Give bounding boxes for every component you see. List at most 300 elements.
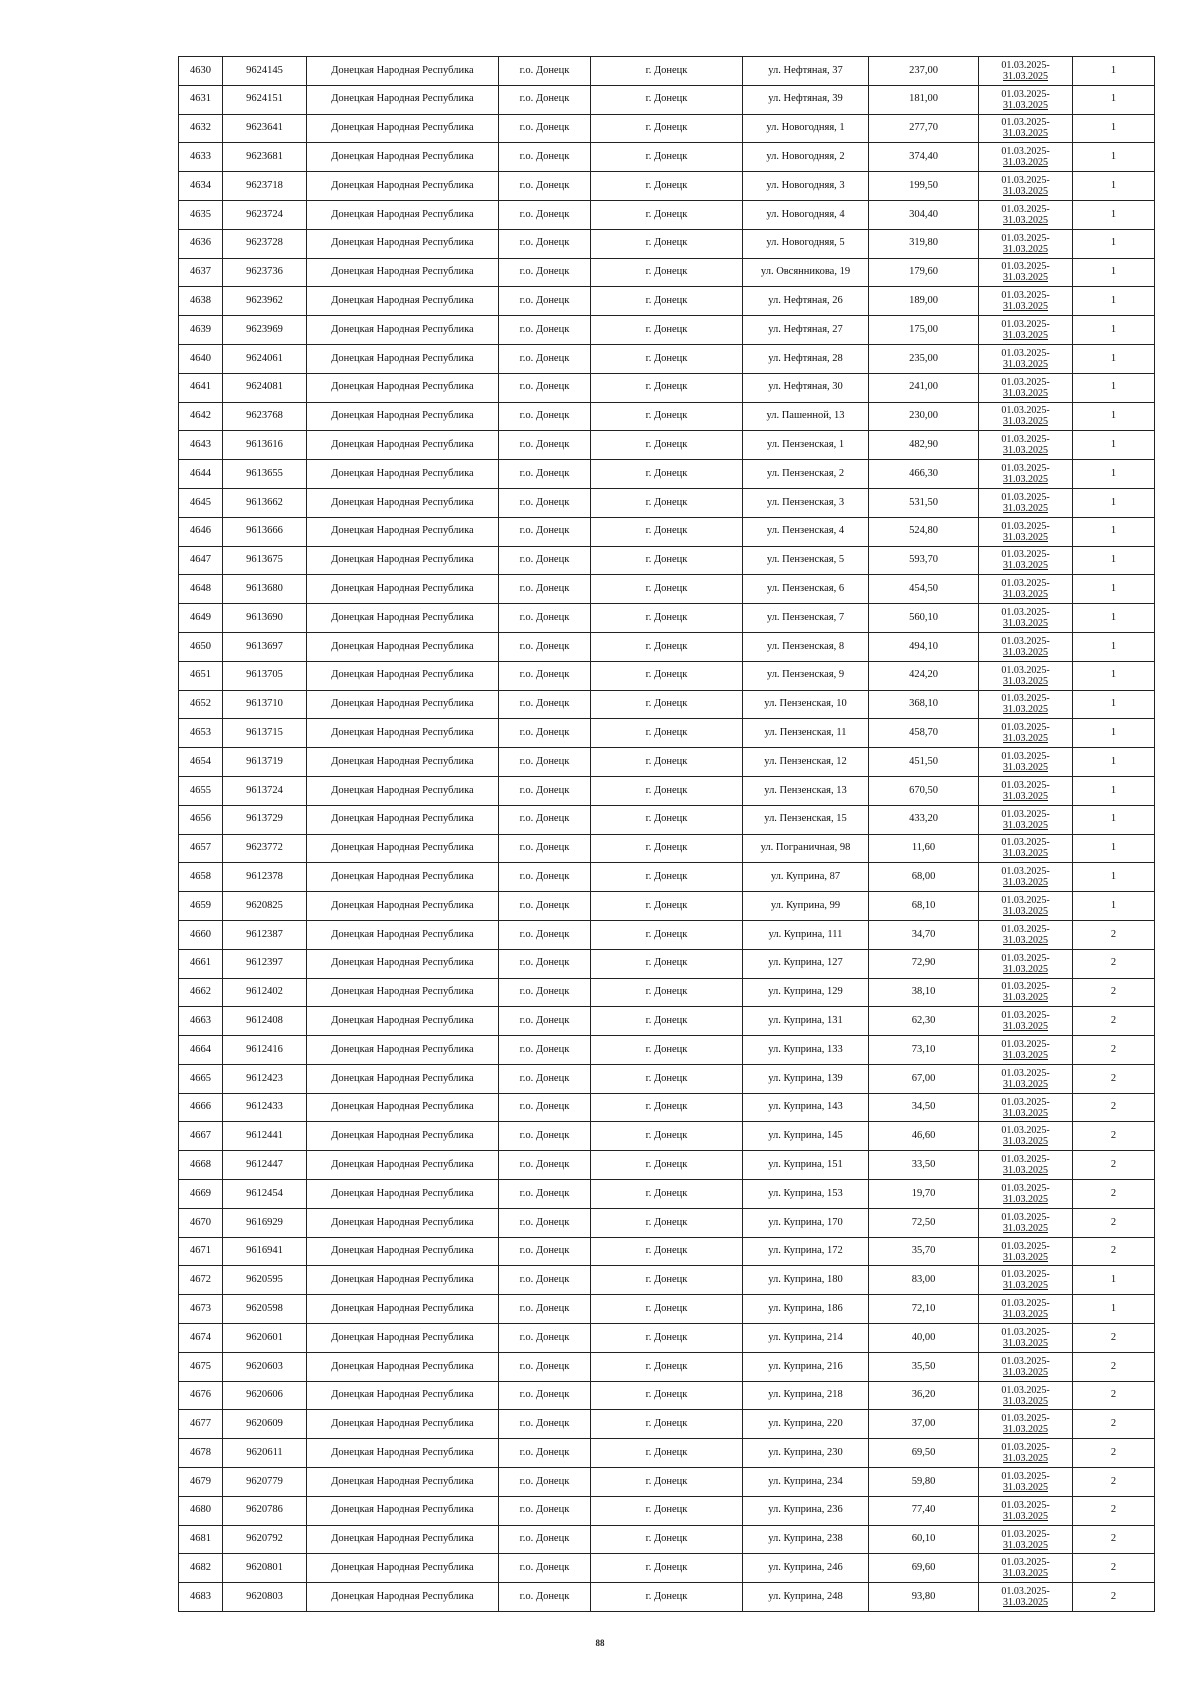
area-cell: 40,00 — [869, 1324, 979, 1353]
table-row — [179, 1410, 1155, 1439]
city-cell: г. Донецк — [591, 1064, 743, 1093]
period-end: 31.03.2025 — [1003, 1222, 1048, 1234]
period-start: 01.03.2025- — [1001, 1355, 1050, 1367]
period-cell — [979, 719, 1073, 748]
quantity-cell: 1 — [1073, 287, 1155, 316]
quantity-cell: 1 — [1073, 344, 1155, 373]
quantity-cell: 2 — [1073, 1583, 1155, 1612]
area-cell: 67,00 — [869, 1064, 979, 1093]
object-code-cell: 9623724 — [223, 200, 307, 229]
object-code-cell: 9613662 — [223, 488, 307, 517]
city-cell: г. Донецк — [591, 143, 743, 172]
table-row — [179, 632, 1155, 661]
quantity-cell: 2 — [1073, 1525, 1155, 1554]
period-cell — [979, 1496, 1073, 1525]
city-cell: г. Донецк — [591, 114, 743, 143]
period-start: 01.03.2025- — [1001, 376, 1050, 388]
period-start: 01.03.2025- — [1001, 1384, 1050, 1396]
period-start: 01.03.2025- — [1001, 779, 1050, 791]
period-cell — [979, 1439, 1073, 1468]
area-cell: 33,50 — [869, 1151, 979, 1180]
row-number-cell: 4659 — [179, 892, 223, 921]
row-number-cell: 4645 — [179, 488, 223, 517]
object-code-cell: 9612402 — [223, 978, 307, 1007]
address-cell: ул. Пензенская, 13 — [743, 776, 869, 805]
city-cell: г. Донецк — [591, 1554, 743, 1583]
region-cell: Донецкая Народная Республика — [307, 258, 499, 287]
quantity-cell: 2 — [1073, 1554, 1155, 1583]
region-cell: Донецкая Народная Республика — [307, 632, 499, 661]
object-code-cell: 9612447 — [223, 1151, 307, 1180]
district-cell: г.о. Донецк — [499, 748, 591, 777]
object-code-cell: 9612387 — [223, 920, 307, 949]
table-row — [179, 805, 1155, 834]
table-body — [179, 57, 1155, 1612]
district-cell: г.о. Донецк — [499, 114, 591, 143]
row-number-cell: 4681 — [179, 1525, 223, 1554]
period-start: 01.03.2025- — [1001, 1240, 1050, 1252]
quantity-cell: 2 — [1073, 1439, 1155, 1468]
address-cell: ул. Пензенская, 8 — [743, 632, 869, 661]
row-number-cell: 4678 — [179, 1439, 223, 1468]
period-end: 31.03.2025 — [1003, 819, 1048, 831]
city-cell: г. Донецк — [591, 805, 743, 834]
row-number-cell: 4654 — [179, 748, 223, 777]
period-start: 01.03.2025- — [1001, 491, 1050, 503]
period-end: 31.03.2025 — [1003, 387, 1048, 399]
row-number-cell: 4662 — [179, 978, 223, 1007]
period-end: 31.03.2025 — [1003, 416, 1048, 428]
table-row — [179, 344, 1155, 373]
area-cell: 62,30 — [869, 1007, 979, 1036]
table-row — [179, 1381, 1155, 1410]
district-cell: г.о. Донецк — [499, 805, 591, 834]
region-cell: Донецкая Народная Республика — [307, 1410, 499, 1439]
object-code-cell: 9613616 — [223, 431, 307, 460]
period-start: 01.03.2025- — [1001, 1326, 1050, 1338]
period-cell — [979, 1180, 1073, 1209]
period-cell — [979, 805, 1073, 834]
row-number-cell: 4642 — [179, 402, 223, 431]
period-cell — [979, 1151, 1073, 1180]
row-number-cell: 4676 — [179, 1381, 223, 1410]
period-start: 01.03.2025- — [1001, 1010, 1050, 1022]
area-cell: 451,50 — [869, 748, 979, 777]
period-cell — [979, 488, 1073, 517]
quantity-cell: 2 — [1073, 1324, 1155, 1353]
object-code-cell: 9613655 — [223, 460, 307, 489]
period-end: 31.03.2025 — [1003, 618, 1048, 630]
object-code-cell: 9613680 — [223, 575, 307, 604]
quantity-cell: 2 — [1073, 1468, 1155, 1497]
period-start: 01.03.2025- — [1001, 664, 1050, 676]
object-code-cell: 9623728 — [223, 229, 307, 258]
object-code-cell: 9612441 — [223, 1122, 307, 1151]
period-cell — [979, 604, 1073, 633]
quantity-cell: 2 — [1073, 1496, 1155, 1525]
period-cell — [979, 200, 1073, 229]
area-cell: 181,00 — [869, 85, 979, 114]
quantity-cell: 2 — [1073, 1151, 1155, 1180]
table-row — [179, 172, 1155, 201]
period-cell — [979, 834, 1073, 863]
object-code-cell: 9620779 — [223, 1468, 307, 1497]
region-cell: Донецкая Народная Республика — [307, 920, 499, 949]
district-cell: г.о. Донецк — [499, 229, 591, 258]
address-cell: ул. Пензенская, 6 — [743, 575, 869, 604]
area-cell: 69,50 — [869, 1439, 979, 1468]
period-end: 31.03.2025 — [1003, 301, 1048, 313]
city-cell: г. Донецк — [591, 949, 743, 978]
period-start: 01.03.2025- — [1001, 117, 1050, 129]
address-cell: ул. Пензенская, 15 — [743, 805, 869, 834]
region-cell: Донецкая Народная Республика — [307, 1007, 499, 1036]
row-number-cell: 4633 — [179, 143, 223, 172]
object-code-cell: 9612408 — [223, 1007, 307, 1036]
city-cell: г. Донецк — [591, 200, 743, 229]
period-start: 01.03.2025- — [1001, 175, 1050, 187]
period-end: 31.03.2025 — [1003, 531, 1048, 543]
address-cell: ул. Куприна, 111 — [743, 920, 869, 949]
district-cell: г.о. Донецк — [499, 57, 591, 86]
area-cell: 175,00 — [869, 316, 979, 345]
period-cell — [979, 1525, 1073, 1554]
period-start: 01.03.2025- — [1001, 549, 1050, 561]
region-cell: Донецкая Народная Республика — [307, 1064, 499, 1093]
period-start: 01.03.2025- — [1001, 693, 1050, 705]
quantity-cell: 2 — [1073, 1180, 1155, 1209]
row-number-cell: 4652 — [179, 690, 223, 719]
period-end: 31.03.2025 — [1003, 445, 1048, 457]
period-cell — [979, 863, 1073, 892]
region-cell: Донецкая Народная Республика — [307, 604, 499, 633]
address-cell: ул. Куприна, 87 — [743, 863, 869, 892]
table-row — [179, 604, 1155, 633]
address-cell: ул. Куприна, 170 — [743, 1208, 869, 1237]
district-cell: г.о. Донецк — [499, 776, 591, 805]
object-code-cell: 9620611 — [223, 1439, 307, 1468]
quantity-cell: 1 — [1073, 431, 1155, 460]
period-cell — [979, 1064, 1073, 1093]
region-cell: Донецкая Народная Республика — [307, 1122, 499, 1151]
district-cell: г.о. Донецк — [499, 316, 591, 345]
region-cell: Донецкая Народная Республика — [307, 344, 499, 373]
quantity-cell: 1 — [1073, 200, 1155, 229]
object-code-cell: 9623969 — [223, 316, 307, 345]
region-cell: Донецкая Народная Республика — [307, 1237, 499, 1266]
city-cell: г. Донецк — [591, 373, 743, 402]
period-cell — [979, 632, 1073, 661]
table-row — [179, 575, 1155, 604]
quantity-cell: 1 — [1073, 719, 1155, 748]
object-code-cell: 9620786 — [223, 1496, 307, 1525]
district-cell: г.о. Донецк — [499, 258, 591, 287]
table-row — [179, 1468, 1155, 1497]
row-number-cell: 4664 — [179, 1036, 223, 1065]
quantity-cell: 1 — [1073, 604, 1155, 633]
row-number-cell: 4668 — [179, 1151, 223, 1180]
table-row — [179, 229, 1155, 258]
city-cell: г. Донецк — [591, 402, 743, 431]
period-end: 31.03.2025 — [1003, 70, 1048, 82]
quantity-cell: 2 — [1073, 1007, 1155, 1036]
address-cell: ул. Куприна, 186 — [743, 1295, 869, 1324]
region-cell: Донецкая Народная Республика — [307, 1295, 499, 1324]
district-cell: г.о. Донецк — [499, 143, 591, 172]
table-row — [179, 834, 1155, 863]
city-cell: г. Донецк — [591, 776, 743, 805]
city-cell: г. Донецк — [591, 172, 743, 201]
table-row — [179, 1266, 1155, 1295]
district-cell: г.о. Донецк — [499, 1439, 591, 1468]
row-number-cell: 4661 — [179, 949, 223, 978]
table-row — [179, 1496, 1155, 1525]
quantity-cell: 2 — [1073, 1122, 1155, 1151]
address-cell: ул. Куприна, 129 — [743, 978, 869, 1007]
row-number-cell: 4653 — [179, 719, 223, 748]
quantity-cell: 1 — [1073, 517, 1155, 546]
row-number-cell: 4671 — [179, 1237, 223, 1266]
district-cell: г.о. Донецк — [499, 1208, 591, 1237]
area-cell: 368,10 — [869, 690, 979, 719]
table-row — [179, 863, 1155, 892]
object-code-cell: 9623772 — [223, 834, 307, 863]
region-cell: Донецкая Народная Республика — [307, 1381, 499, 1410]
table-row — [179, 57, 1155, 86]
period-start: 01.03.2025- — [1001, 895, 1050, 906]
quantity-cell: 1 — [1073, 143, 1155, 172]
region-cell: Донецкая Народная Республика — [307, 373, 499, 402]
period-start: 01.03.2025- — [1001, 88, 1050, 100]
object-code-cell: 9624145 — [223, 57, 307, 86]
quantity-cell: 1 — [1073, 661, 1155, 690]
period-end: 31.03.2025 — [1003, 502, 1048, 514]
object-code-cell: 9613729 — [223, 805, 307, 834]
quantity-cell: 1 — [1073, 373, 1155, 402]
object-code-cell: 9612397 — [223, 949, 307, 978]
district-cell: г.о. Донецк — [499, 1352, 591, 1381]
district-cell: г.о. Донецк — [499, 690, 591, 719]
period-end: 31.03.2025 — [1003, 1309, 1048, 1321]
period-start: 01.03.2025- — [1001, 607, 1050, 619]
area-cell: 46,60 — [869, 1122, 979, 1151]
address-cell: ул. Пензенская, 11 — [743, 719, 869, 748]
row-number-cell: 4655 — [179, 776, 223, 805]
period-start: 01.03.2025- — [1001, 1298, 1050, 1310]
area-cell: 60,10 — [869, 1525, 979, 1554]
district-cell: г.о. Донецк — [499, 1295, 591, 1324]
period-start: 01.03.2025- — [1001, 1154, 1050, 1166]
registry-table-container — [178, 56, 1154, 1612]
period-cell — [979, 1352, 1073, 1381]
period-cell — [979, 978, 1073, 1007]
city-cell: г. Донецк — [591, 1036, 743, 1065]
period-end: 31.03.2025 — [1003, 1510, 1048, 1522]
table-row — [179, 85, 1155, 114]
address-cell: ул. Куприна, 139 — [743, 1064, 869, 1093]
address-cell: ул. Куприна, 216 — [743, 1352, 869, 1381]
period-cell — [979, 373, 1073, 402]
table-row — [179, 1208, 1155, 1237]
area-cell: 199,50 — [869, 172, 979, 201]
area-cell: 560,10 — [869, 604, 979, 633]
period-end: 31.03.2025 — [1003, 330, 1048, 342]
object-code-cell: 9620609 — [223, 1410, 307, 1439]
row-number-cell: 4644 — [179, 460, 223, 489]
page-number: 88 — [595, 1638, 605, 1648]
region-cell: Донецкая Народная Республика — [307, 1324, 499, 1353]
object-code-cell: 9616929 — [223, 1208, 307, 1237]
region-cell: Донецкая Народная Республика — [307, 114, 499, 143]
object-code-cell: 9620601 — [223, 1324, 307, 1353]
quantity-cell: 1 — [1073, 258, 1155, 287]
row-number-cell: 4646 — [179, 517, 223, 546]
region-cell: Донецкая Народная Республика — [307, 1266, 499, 1295]
area-cell: 531,50 — [869, 488, 979, 517]
city-cell: г. Донецк — [591, 1496, 743, 1525]
address-cell: ул. Пограничная, 98 — [743, 834, 869, 863]
row-number-cell: 4679 — [179, 1468, 223, 1497]
region-cell: Донецкая Народная Республика — [307, 1496, 499, 1525]
period-end: 31.03.2025 — [1003, 1193, 1048, 1205]
row-number-cell: 4683 — [179, 1583, 223, 1612]
region-cell: Донецкая Народная Республика — [307, 892, 499, 921]
period-start: 01.03.2025- — [1001, 59, 1050, 71]
period-cell — [979, 57, 1073, 86]
region-cell: Донецкая Народная Республика — [307, 431, 499, 460]
period-cell — [979, 229, 1073, 258]
city-cell: г. Донецк — [591, 575, 743, 604]
period-start: 01.03.2025- — [1001, 347, 1050, 359]
period-end: 31.03.2025 — [1003, 1424, 1048, 1436]
address-cell: ул. Куприна, 230 — [743, 1439, 869, 1468]
period-cell — [979, 114, 1073, 143]
period-cell — [979, 1122, 1073, 1151]
area-cell: 524,80 — [869, 517, 979, 546]
address-cell: ул. Пензенская, 9 — [743, 661, 869, 690]
table-row — [179, 143, 1155, 172]
address-cell: ул. Куприна, 246 — [743, 1554, 869, 1583]
address-cell: ул. Куприна, 131 — [743, 1007, 869, 1036]
area-cell: 19,70 — [869, 1180, 979, 1209]
city-cell: г. Донецк — [591, 1381, 743, 1410]
object-code-cell: 9612433 — [223, 1093, 307, 1122]
area-cell: 72,90 — [869, 949, 979, 978]
row-number-cell: 4663 — [179, 1007, 223, 1036]
region-cell: Донецкая Народная Республика — [307, 546, 499, 575]
city-cell: г. Донецк — [591, 1295, 743, 1324]
period-end: 31.03.2025 — [1003, 1251, 1048, 1263]
address-cell: ул. Куприна, 99 — [743, 892, 869, 921]
region-cell: Донецкая Народная Республика — [307, 1583, 499, 1612]
area-cell: 35,70 — [869, 1237, 979, 1266]
period-start: 01.03.2025- — [1001, 1096, 1050, 1108]
period-cell — [979, 460, 1073, 489]
district-cell: г.о. Донецк — [499, 1237, 591, 1266]
period-start: 01.03.2025- — [1001, 1067, 1050, 1079]
period-start: 01.03.2025- — [1001, 923, 1050, 935]
period-cell — [979, 920, 1073, 949]
district-cell: г.о. Донецк — [499, 1525, 591, 1554]
area-cell: 454,50 — [869, 575, 979, 604]
period-start: 01.03.2025- — [1001, 319, 1050, 331]
period-end: 31.03.2025 — [1003, 733, 1048, 745]
city-cell: г. Донецк — [591, 1525, 743, 1554]
address-cell: ул. Нефтяная, 26 — [743, 287, 869, 316]
area-cell: 34,50 — [869, 1093, 979, 1122]
address-cell: ул. Куприна, 218 — [743, 1381, 869, 1410]
row-number-cell: 4636 — [179, 229, 223, 258]
district-cell: г.о. Донецк — [499, 1093, 591, 1122]
row-number-cell: 4675 — [179, 1352, 223, 1381]
period-start: 01.03.2025- — [1001, 1125, 1050, 1137]
district-cell: г.о. Донецк — [499, 1151, 591, 1180]
row-number-cell: 4649 — [179, 604, 223, 633]
district-cell: г.о. Донецк — [499, 85, 591, 114]
city-cell: г. Донецк — [591, 748, 743, 777]
district-cell: г.о. Донецк — [499, 863, 591, 892]
district-cell: г.о. Донецк — [499, 834, 591, 863]
region-cell: Донецкая Народная Республика — [307, 776, 499, 805]
address-cell: ул. Пензенская, 2 — [743, 460, 869, 489]
district-cell: г.о. Донецк — [499, 402, 591, 431]
quantity-cell: 1 — [1073, 805, 1155, 834]
period-end: 31.03.2025 — [1003, 1568, 1048, 1580]
period-end: 31.03.2025 — [1003, 1049, 1048, 1061]
area-cell: 374,40 — [869, 143, 979, 172]
city-cell: г. Донецк — [591, 1093, 743, 1122]
period-cell — [979, 690, 1073, 719]
address-cell: ул. Нефтяная, 30 — [743, 373, 869, 402]
period-end: 31.03.2025 — [1003, 1337, 1048, 1349]
area-cell: 424,20 — [869, 661, 979, 690]
region-cell: Донецкая Народная Республика — [307, 229, 499, 258]
table-row — [179, 546, 1155, 575]
quantity-cell: 1 — [1073, 690, 1155, 719]
table-row — [179, 1122, 1155, 1151]
quantity-cell: 1 — [1073, 546, 1155, 575]
city-cell: г. Донецк — [591, 863, 743, 892]
row-number-cell: 4650 — [179, 632, 223, 661]
region-cell: Донецкая Народная Республика — [307, 834, 499, 863]
period-end: 31.03.2025 — [1003, 790, 1048, 802]
area-cell: 73,10 — [869, 1036, 979, 1065]
region-cell: Донецкая Народная Республика — [307, 1352, 499, 1381]
object-code-cell: 9613705 — [223, 661, 307, 690]
area-cell: 458,70 — [869, 719, 979, 748]
object-code-cell: 9620801 — [223, 1554, 307, 1583]
address-cell: ул. Пензенская, 5 — [743, 546, 869, 575]
region-cell: Донецкая Народная Республика — [307, 287, 499, 316]
object-code-cell: 9612423 — [223, 1064, 307, 1093]
address-cell: ул. Новогодняя, 5 — [743, 229, 869, 258]
address-cell: ул. Нефтяная, 37 — [743, 57, 869, 86]
period-end: 31.03.2025 — [1003, 1021, 1048, 1033]
city-cell: г. Донецк — [591, 1439, 743, 1468]
address-cell: ул. Куприна, 180 — [743, 1266, 869, 1295]
object-code-cell: 9623736 — [223, 258, 307, 287]
city-cell: г. Донецк — [591, 632, 743, 661]
address-cell: ул. Пензенская, 7 — [743, 604, 869, 633]
row-number-cell: 4667 — [179, 1122, 223, 1151]
period-end: 31.03.2025 — [1003, 992, 1048, 1004]
row-number-cell: 4666 — [179, 1093, 223, 1122]
registry-table — [178, 56, 1155, 1612]
district-cell: г.о. Донецк — [499, 1266, 591, 1295]
address-cell: ул. Куприна, 236 — [743, 1496, 869, 1525]
row-number-cell: 4640 — [179, 344, 223, 373]
region-cell: Донецкая Народная Республика — [307, 1093, 499, 1122]
